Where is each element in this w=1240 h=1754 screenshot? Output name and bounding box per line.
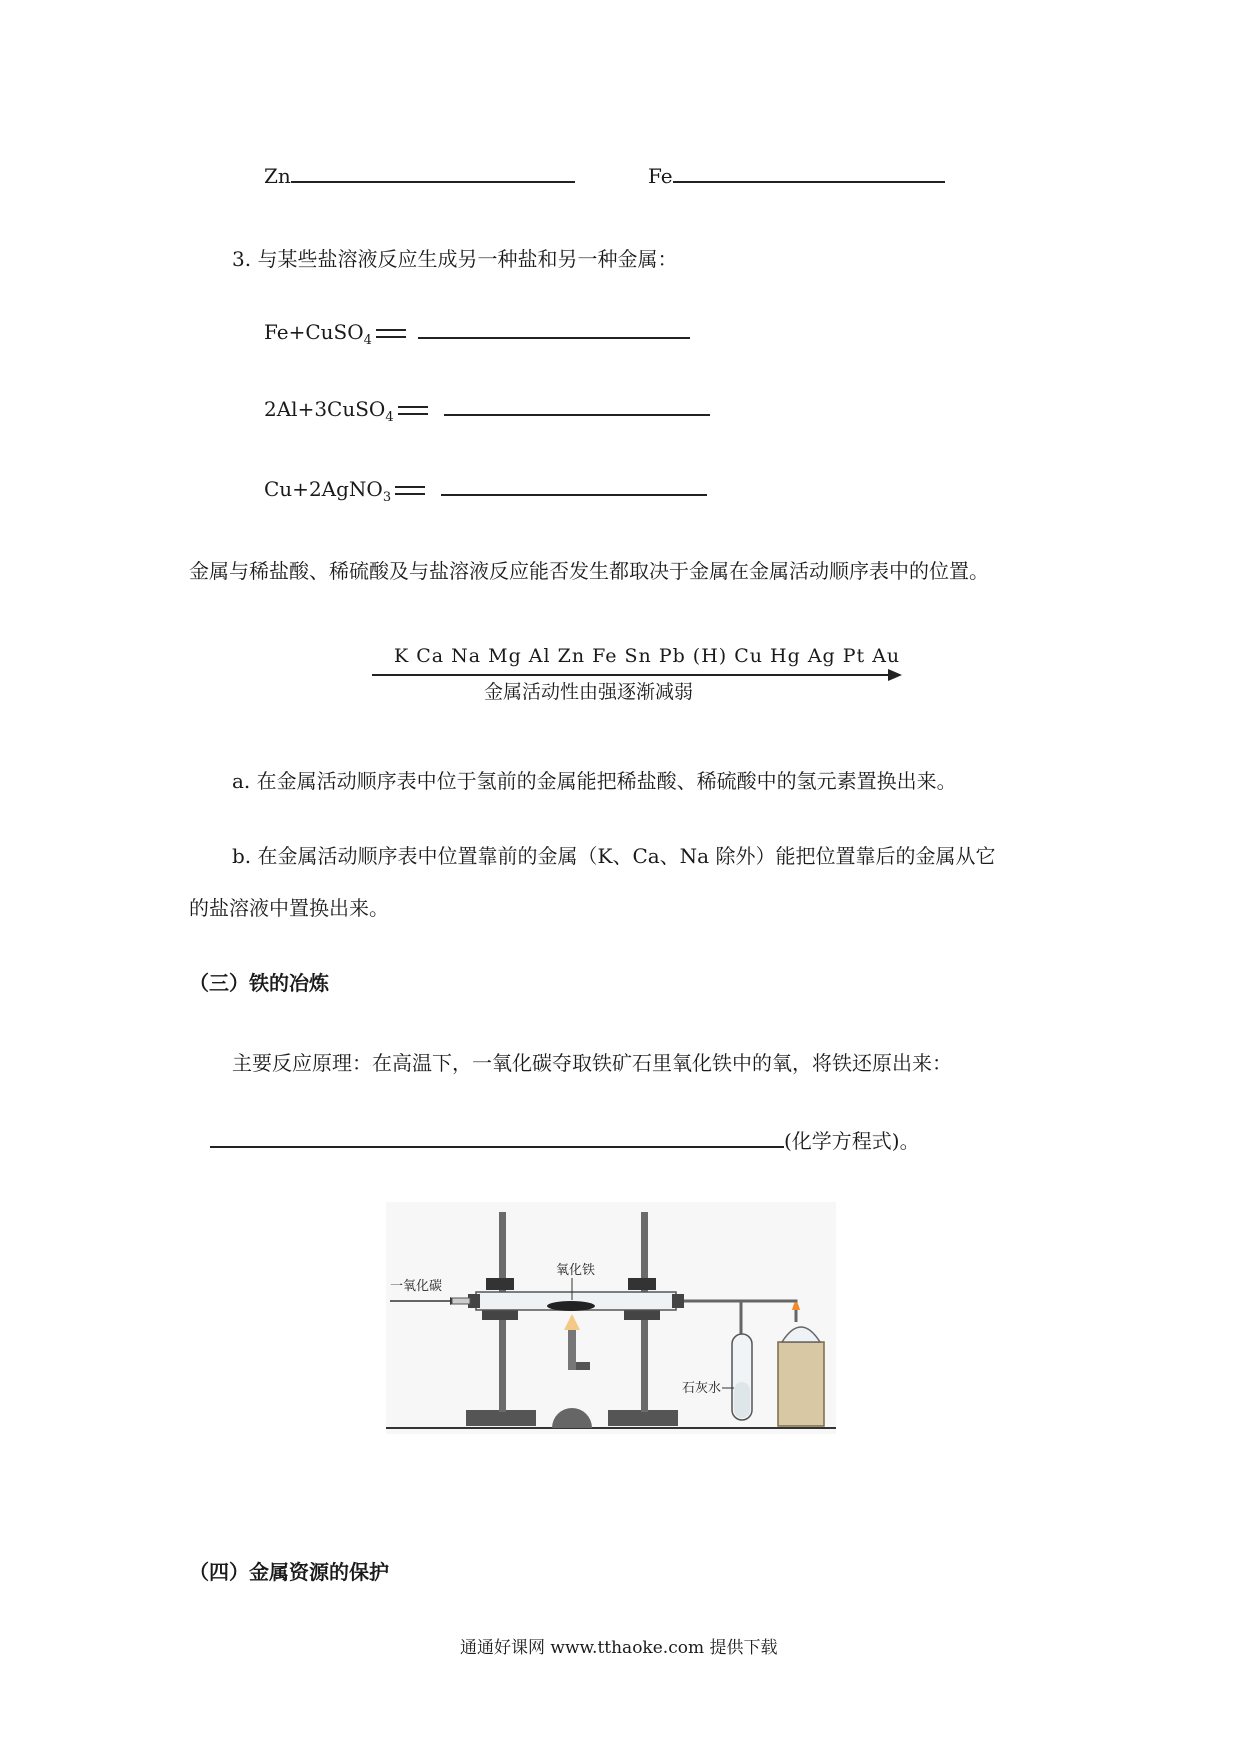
wooden-block: [778, 1342, 824, 1426]
zn-label: Zn: [264, 164, 291, 188]
equation-1-subscript: 4: [363, 333, 372, 348]
burner-flame: [564, 1314, 580, 1330]
zn-answer-line: [264, 164, 575, 188]
equation-3: [264, 477, 707, 505]
chemical-equation-blank: [210, 1146, 784, 1148]
equals-sign: [398, 406, 428, 415]
section-4-heading: （四）金属资源的保护: [189, 1560, 389, 1584]
equation-2-reactants: 2Al+3CuSO: [264, 397, 386, 421]
chemical-equation-line: [210, 1125, 920, 1154]
iron-smelting-apparatus-diagram: [386, 1202, 836, 1434]
label-co: 一氧化碳: [390, 1279, 443, 1294]
fe-answer-line: [648, 164, 945, 188]
activity-series-caption: 金属活动性由强逐渐减弱: [484, 681, 694, 703]
equation-1-blank: [418, 337, 690, 339]
equation-3-blank: [441, 494, 707, 496]
left-stand-base: [466, 1410, 536, 1426]
summary-paragraph: 金属与稀盐酸、稀硫酸及与盐溶液反应能否发生都取决于金属在金属活动顺序表中的位置。: [189, 559, 989, 583]
label-limewater: 石灰水: [682, 1381, 722, 1396]
section-3-principle: 主要反应原理：在高温下，一氧化碳夺取铁矿石里氧化铁中的氧，将铁还原出来：: [232, 1051, 952, 1075]
equation-1-reactants: Fe+CuSO: [264, 320, 364, 344]
fe-label: Fe: [648, 164, 673, 188]
label-iron-oxide: 氧化铁: [556, 1263, 596, 1278]
equation-3-reactants: Cu+2AgNO: [264, 477, 383, 501]
equation-2: [264, 397, 710, 425]
rule-a: a. 在金属活动顺序表中位于氢前的金属能把稀盐酸、稀硫酸中的氢元素置换出来。: [232, 769, 957, 793]
rule-b-line-2: 的盐溶液中置换出来。: [189, 896, 389, 920]
equation-2-blank: [444, 414, 710, 416]
zn-blank: [291, 181, 575, 183]
burner-body: [568, 1330, 576, 1370]
equals-sign: [376, 329, 406, 338]
equation-2-subscript: 4: [385, 410, 394, 425]
right-stand-base: [608, 1410, 678, 1426]
item-3-text: 3. 与某些盐溶液反应生成另一种盐和另一种金属：: [232, 247, 678, 271]
lamp-flame: [792, 1302, 800, 1310]
activity-series-metals: K Ca Na Mg Al Zn Fe Sn Pb (H) Cu Hg Ag Pt Au: [394, 645, 901, 667]
page-footer: 通通好课网 www.tthaoke.com 提供下载: [460, 1638, 778, 1658]
iron-oxide-sample: [547, 1301, 595, 1311]
equation-1: [264, 320, 690, 348]
fe-blank: [673, 181, 945, 183]
section-3-heading: （三）铁的冶炼: [189, 971, 329, 995]
alcohol-lamp: [782, 1327, 820, 1342]
chemical-equation-suffix: (化学方程式)。: [784, 1129, 920, 1153]
equation-3-subscript: 3: [382, 490, 392, 505]
equals-sign: [395, 486, 425, 495]
rule-b-line-1: b. 在金属活动顺序表中位置靠前的金属（K、Ca、Na 除外）能把位置靠后的金属从它: [232, 844, 996, 868]
